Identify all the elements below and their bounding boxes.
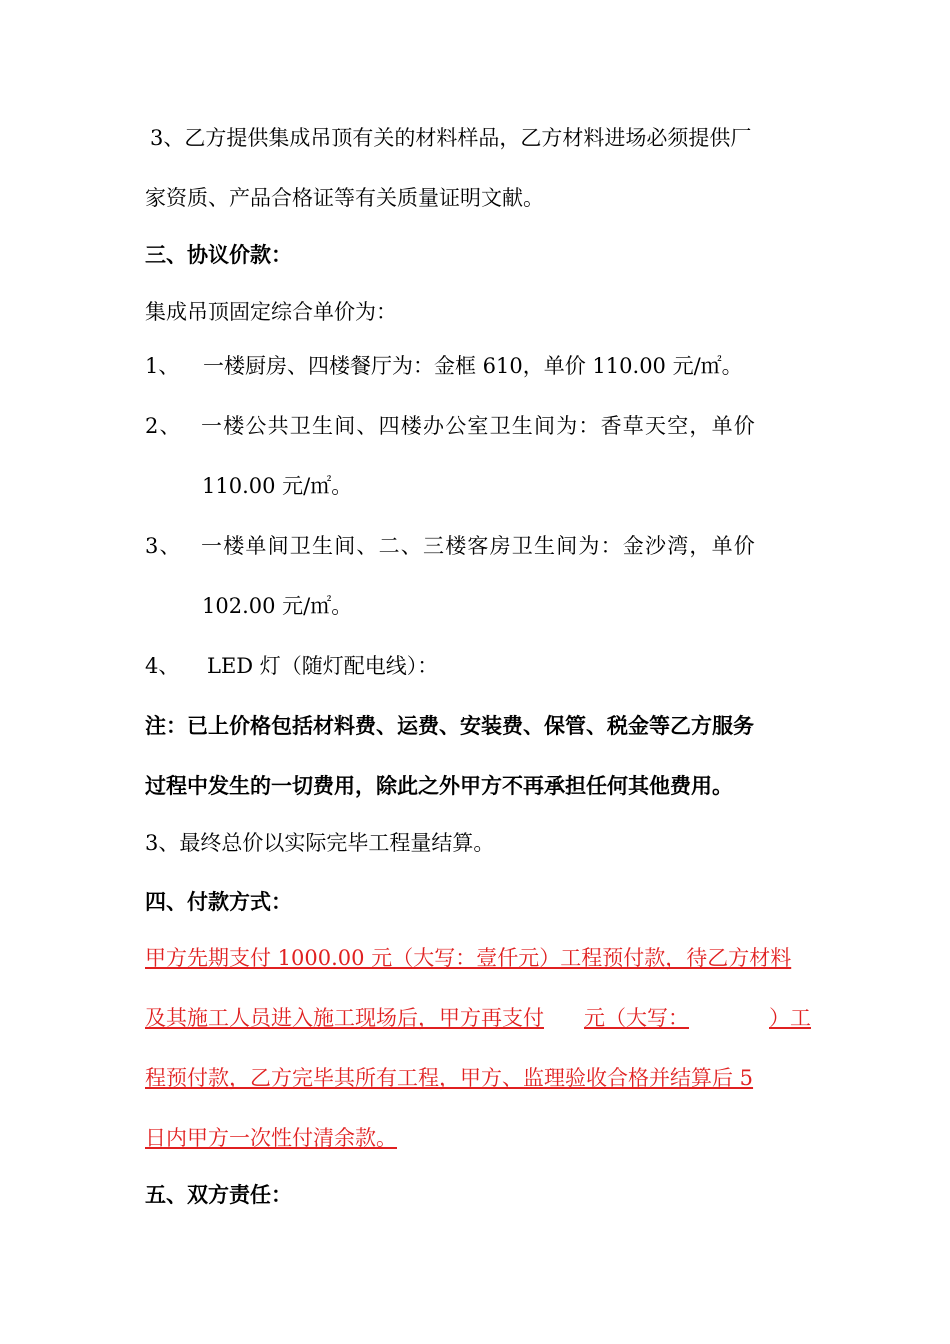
payment-line3: 程预付款，乙方完毕其所有工程，甲方、监理验收合格并结算后 5 — [145, 1066, 754, 1090]
clause3-line1: 3、乙方提供集成吊顶有关的材料样品，乙方材料进场必须提供厂 — [150, 126, 752, 150]
payment-line2 — [145, 1004, 811, 1032]
item-text: LED 灯（随灯配电线）： — [207, 654, 439, 678]
price-item-4 — [145, 652, 438, 680]
item-text: 一楼公共卫生间、四楼办公室卫生间为：香草天空，单价 — [201, 414, 756, 438]
item-number: 2、 — [145, 414, 182, 438]
clause3-line2: 家资质、产品合格证等有关质量证明文献。 — [145, 186, 544, 210]
item-text: 一楼单间卫生间、二、三楼客房卫生间为：金沙湾，单价 — [201, 534, 756, 558]
payment-line4: 日内甲方一次性付清余款。 — [145, 1126, 397, 1150]
payment-line1: 甲方先期支付 1000.00 元（大写：壹仟元）工程预付款，待乙方材料 — [145, 946, 792, 970]
payment-part-c: ）工 — [769, 1006, 811, 1030]
payment-part-b: 元（大写： — [584, 1006, 689, 1030]
item-text: 一楼厨房、四楼餐厅为：金框 610，单价 110.00 元/㎡。 — [203, 354, 743, 378]
payment-part-a: 及其施工人员进入施工现场后，甲方再支付 — [145, 1006, 544, 1030]
item-number: 1、 — [145, 354, 180, 378]
item-number: 3、 — [145, 534, 182, 558]
price-item-3-cont: 102.00 元/㎡。 — [202, 594, 353, 618]
settlement-clause: 3、最终总价以实际完毕工程量结算。 — [145, 831, 495, 855]
note-line1: 注：已上价格包括材料费、运费、安装费、保管、税金等乙方服务 — [145, 714, 754, 738]
note-line2: 过程中发生的一切费用，除此之外甲方不再承担任何其他费用。 — [145, 774, 733, 798]
price-item-2 — [145, 412, 756, 440]
price-intro: 集成吊顶固定综合单价为： — [145, 300, 397, 324]
item-number: 4、 — [145, 654, 180, 678]
section4-title: 四、付款方式： — [145, 890, 292, 914]
price-item-3 — [145, 532, 756, 560]
section3-title: 三、协议价款： — [145, 243, 292, 267]
price-item-2-cont: 110.00 元/㎡。 — [202, 474, 353, 498]
price-item-1 — [145, 352, 743, 380]
section5-title: 五、双方责任： — [145, 1183, 292, 1207]
